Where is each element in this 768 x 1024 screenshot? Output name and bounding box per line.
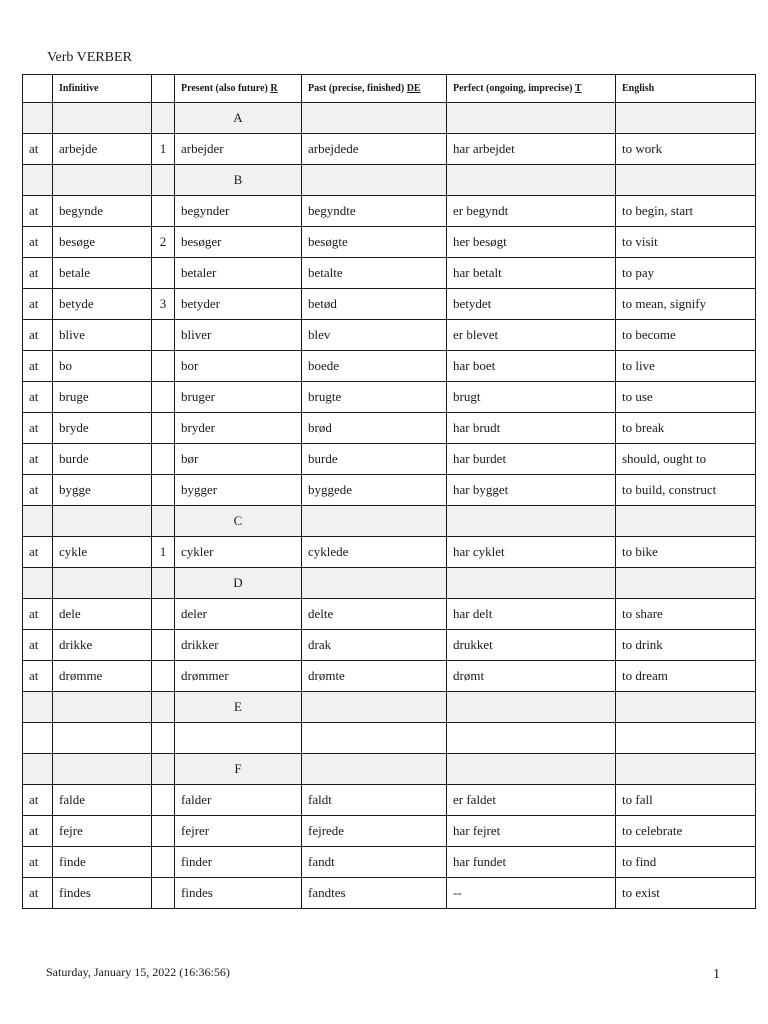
section-empty-cell [447,568,616,599]
verb-row [23,661,756,692]
cell-num [152,382,175,413]
section-empty-cell [152,568,175,599]
cell-num [152,258,175,289]
cell-perfect: har fundet [447,847,616,878]
cell-past: faldt [302,785,447,816]
cell-infinitive: fejre [53,816,152,847]
verb-row [23,134,756,165]
header-present: Present (also future) R [175,75,302,103]
section-empty-cell [447,692,616,723]
cell-at: at [23,444,53,475]
cell-present: begynder [175,196,302,227]
cell-at: at [23,475,53,506]
verb-row [23,413,756,444]
cell-at: at [23,630,53,661]
section-empty-cell [616,568,756,599]
section-empty-cell [53,692,152,723]
cell-present: finder [175,847,302,878]
cell-perfect: har fejret [447,816,616,847]
cell-past: besøgte [302,227,447,258]
cell-present: betyder [175,289,302,320]
cell-english [616,723,756,754]
cell-infinitive: drikke [53,630,152,661]
section-letter: A [175,103,302,134]
section-empty-cell [152,692,175,723]
cell-at: at [23,816,53,847]
cell-num [152,723,175,754]
verb-row [23,847,756,878]
cell-at: at [23,537,53,568]
cell-num [152,444,175,475]
cell-at: at [23,878,53,909]
cell-past: cyklede [302,537,447,568]
section-empty-cell [302,103,447,134]
verb-row [23,475,756,506]
header-past-suffix: DE [406,83,421,94]
cell-num [152,661,175,692]
verb-row [23,351,756,382]
table-header-row [23,75,756,103]
section-letter: E [175,692,302,723]
cell-infinitive: burde [53,444,152,475]
verb-table [22,74,756,909]
cell-infinitive: findes [53,878,152,909]
cell-past: begyndte [302,196,447,227]
cell-infinitive: finde [53,847,152,878]
cell-infinitive: drømme [53,661,152,692]
cell-perfect: har brudt [447,413,616,444]
verb-row [23,816,756,847]
cell-num [152,599,175,630]
cell-past: fejrede [302,816,447,847]
cell-english: to exist [616,878,756,909]
verb-row [23,227,756,258]
section-empty-cell [616,754,756,785]
section-letter-row [23,103,756,134]
cell-english: to celebrate [616,816,756,847]
cell-num: 2 [152,227,175,258]
cell-at: at [23,785,53,816]
cell-num: 3 [152,289,175,320]
verb-row [23,289,756,320]
cell-past: delte [302,599,447,630]
cell-present: drømmer [175,661,302,692]
cell-english: to use [616,382,756,413]
verb-row [23,196,756,227]
section-empty-cell [152,754,175,785]
cell-english: to visit [616,227,756,258]
cell-english: to break [616,413,756,444]
cell-present: bør [175,444,302,475]
cell-perfect: er faldet [447,785,616,816]
cell-perfect: har bygget [447,475,616,506]
cell-english: to dream [616,661,756,692]
section-empty-cell [302,754,447,785]
cell-perfect: her besøgt [447,227,616,258]
cell-perfect: har cyklet [447,537,616,568]
page-number: 1 [713,967,720,982]
cell-past: blev [302,320,447,351]
section-letter: B [175,165,302,196]
cell-infinitive: begynde [53,196,152,227]
cell-past: burde [302,444,447,475]
section-empty-cell [23,506,53,537]
cell-present: bryder [175,413,302,444]
cell-past: betød [302,289,447,320]
cell-infinitive: bo [53,351,152,382]
verb-row [23,382,756,413]
section-empty-cell [302,506,447,537]
cell-present: besøger [175,227,302,258]
cell-infinitive: bygge [53,475,152,506]
cell-infinitive: falde [53,785,152,816]
cell-perfect: har boet [447,351,616,382]
cell-at: at [23,134,53,165]
cell-infinitive: bruge [53,382,152,413]
section-letter-row [23,754,756,785]
cell-english: to live [616,351,756,382]
cell-infinitive: bryde [53,413,152,444]
cell-at: at [23,847,53,878]
cell-past: drømte [302,661,447,692]
verb-row [23,630,756,661]
cell-num [152,785,175,816]
cell-infinitive: arbejde [53,134,152,165]
cell-perfect: drømt [447,661,616,692]
cell-infinitive: blive [53,320,152,351]
verb-row [23,785,756,816]
section-empty-cell [23,692,53,723]
section-empty-cell [616,165,756,196]
section-empty-cell [53,103,152,134]
cell-past: brød [302,413,447,444]
cell-english: to fall [616,785,756,816]
cell-present [175,723,302,754]
cell-num [152,475,175,506]
section-letter-row [23,165,756,196]
cell-present: bruger [175,382,302,413]
cell-at: at [23,599,53,630]
cell-num [152,630,175,661]
section-empty-cell [53,506,152,537]
cell-num [152,413,175,444]
section-empty-cell [23,103,53,134]
cell-at: at [23,227,53,258]
section-empty-cell [616,692,756,723]
section-letter-row [23,506,756,537]
cell-present: drikker [175,630,302,661]
cell-num: 1 [152,134,175,165]
verb-row [23,258,756,289]
cell-at: at [23,351,53,382]
section-letter: C [175,506,302,537]
cell-present: bygger [175,475,302,506]
cell-infinitive: cykle [53,537,152,568]
verb-row [23,878,756,909]
cell-num [152,816,175,847]
cell-english: to pay [616,258,756,289]
header-num [152,75,175,103]
cell-past: byggede [302,475,447,506]
cell-english: to bike [616,537,756,568]
section-empty-cell [447,103,616,134]
document-title: Verb VERBER [47,50,132,65]
header-perfect-suffix: T [574,83,582,94]
section-empty-cell [152,165,175,196]
header-english: English [616,75,756,103]
footer-date: Saturday, January 15, 2022 (16:36:56) [46,965,230,979]
cell-present: bliver [175,320,302,351]
verb-row [23,444,756,475]
cell-at: at [23,382,53,413]
cell-past: drak [302,630,447,661]
cell-present: deler [175,599,302,630]
cell-perfect: drukket [447,630,616,661]
cell-past: fandt [302,847,447,878]
cell-num [152,847,175,878]
cell-past [302,723,447,754]
cell-num [152,351,175,382]
cell-past: brugte [302,382,447,413]
header-present-suffix: R [270,83,278,94]
header-infinitive: Infinitive [53,75,152,103]
cell-perfect: er begyndt [447,196,616,227]
cell-num [152,320,175,351]
header-past: Past (precise, finished) DE [302,75,447,103]
cell-perfect: -- [447,878,616,909]
cell-num: 1 [152,537,175,568]
cell-infinitive: betale [53,258,152,289]
cell-past: betalte [302,258,447,289]
cell-infinitive [53,723,152,754]
section-empty-cell [447,165,616,196]
section-empty-cell [23,568,53,599]
cell-num [152,196,175,227]
cell-perfect: betydet [447,289,616,320]
cell-infinitive: dele [53,599,152,630]
cell-perfect: har delt [447,599,616,630]
section-empty-cell [53,165,152,196]
cell-perfect [447,723,616,754]
cell-english: to share [616,599,756,630]
section-empty-cell [53,754,152,785]
cell-english: to drink [616,630,756,661]
cell-present: arbejder [175,134,302,165]
cell-present: bor [175,351,302,382]
cell-past: fandtes [302,878,447,909]
cell-at [23,723,53,754]
section-letter: D [175,568,302,599]
section-empty-cell [23,165,53,196]
section-empty-cell [447,506,616,537]
section-empty-cell [616,506,756,537]
verb-row [23,320,756,351]
header-perfect: Perfect (ongoing, imprecise) T [447,75,616,103]
cell-english: should, ought to [616,444,756,475]
section-empty-cell [53,568,152,599]
section-empty-cell [447,754,616,785]
cell-infinitive: betyde [53,289,152,320]
cell-english: to become [616,320,756,351]
verb-row [23,599,756,630]
cell-present: falder [175,785,302,816]
cell-present: findes [175,878,302,909]
cell-present: cykler [175,537,302,568]
verb-row [23,723,756,754]
cell-english: to begin, start [616,196,756,227]
section-empty-cell [152,103,175,134]
cell-english: to build, construct [616,475,756,506]
cell-english: to find [616,847,756,878]
section-empty-cell [23,754,53,785]
cell-at: at [23,413,53,444]
cell-perfect: brugt [447,382,616,413]
cell-present: fejrer [175,816,302,847]
section-empty-cell [152,506,175,537]
header-col-at [23,75,53,103]
cell-perfect: er blevet [447,320,616,351]
cell-english: to mean, signify [616,289,756,320]
cell-past: boede [302,351,447,382]
cell-perfect: har arbejdet [447,134,616,165]
section-empty-cell [302,568,447,599]
section-empty-cell [302,165,447,196]
cell-perfect: har burdet [447,444,616,475]
cell-present: betaler [175,258,302,289]
cell-at: at [23,196,53,227]
section-empty-cell [302,692,447,723]
cell-at: at [23,258,53,289]
cell-past: arbejdede [302,134,447,165]
section-empty-cell [616,103,756,134]
cell-at: at [23,289,53,320]
section-letter-row [23,568,756,599]
cell-at: at [23,320,53,351]
cell-at: at [23,661,53,692]
cell-num [152,878,175,909]
cell-english: to work [616,134,756,165]
cell-infinitive: besøge [53,227,152,258]
verb-row [23,537,756,568]
section-letter-row [23,692,756,723]
section-letter: F [175,754,302,785]
cell-perfect: har betalt [447,258,616,289]
